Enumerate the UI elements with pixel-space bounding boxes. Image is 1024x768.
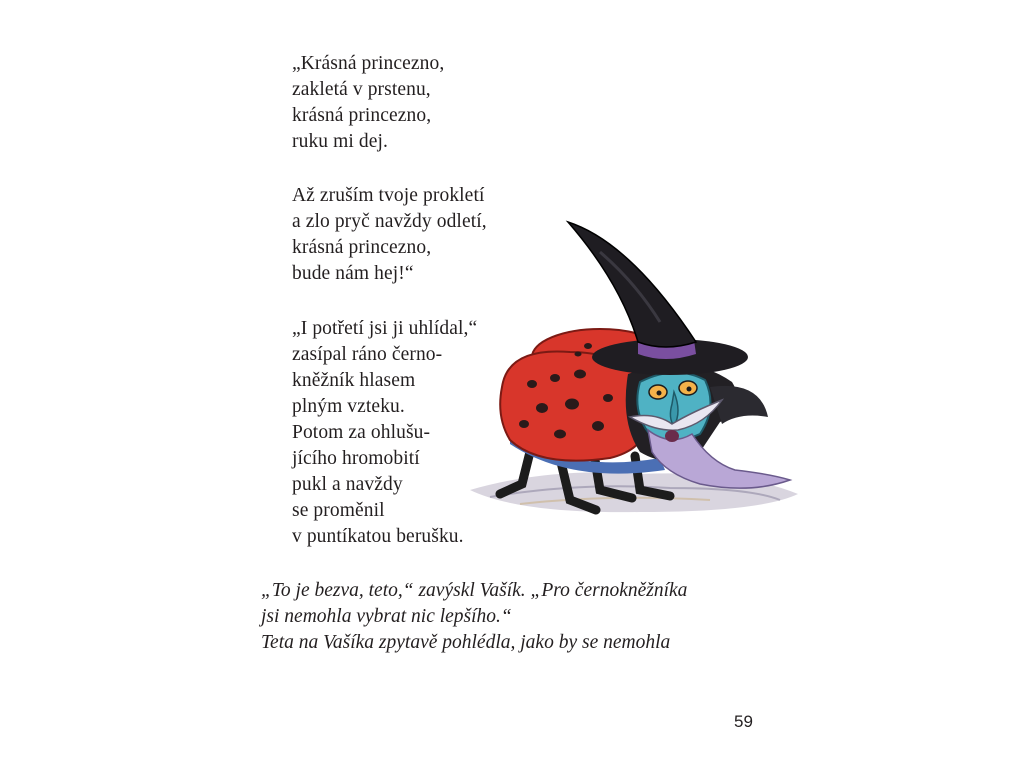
narrative-line: plným vzteku. — [292, 396, 405, 417]
poem-line: zakletá v prstenu, — [292, 79, 431, 100]
poem-stanza-1 — [292, 51, 444, 155]
page-number: 59 — [734, 712, 753, 731]
narrative-line: zasípal ráno černo- — [292, 344, 443, 365]
poem-line: ruku mi dej. — [292, 131, 388, 152]
narrative-line: kněžník hlasem — [292, 370, 416, 391]
dialogue-paragraph — [261, 578, 687, 656]
poem-line: krásná princezno, — [292, 105, 432, 126]
narrative-line: pukl a navždy — [292, 474, 403, 495]
narrative-line: v puntíkatou berušku. — [292, 526, 464, 547]
narrative-line: „I potřetí jsi ji uhlídal,“ — [292, 318, 478, 339]
narrative-line: se proměnil — [292, 500, 385, 521]
poem-stanza-2 — [292, 183, 487, 287]
narrative-line: jícího hromobití — [292, 448, 420, 469]
poem-line: a zlo pryč navždy odletí, — [292, 211, 487, 232]
wizard-mouth — [665, 430, 679, 442]
poem-line: Až zruším tvoje prokletí — [292, 185, 485, 206]
dialogue-line: jsi nemohla vybrat nic lepšího.“ — [261, 606, 512, 627]
poem-line: „Krásná princezno, — [292, 53, 445, 74]
ladybug-wizard-icon — [460, 212, 810, 532]
narrative-paragraph — [292, 316, 477, 550]
dialogue-line: Teta na Vašíka zpytavě pohlédla, jako by se nemohla — [261, 632, 671, 653]
narrative-line: Potom za ohlušu- — [292, 422, 431, 443]
poem-line: krásná princezno, — [292, 237, 432, 258]
poem-line: bude nám hej!“ — [292, 263, 414, 284]
dialogue-line: „To je bezva, teto,“ zavýskl Vašík. „Pro černokněžníka — [261, 580, 688, 601]
